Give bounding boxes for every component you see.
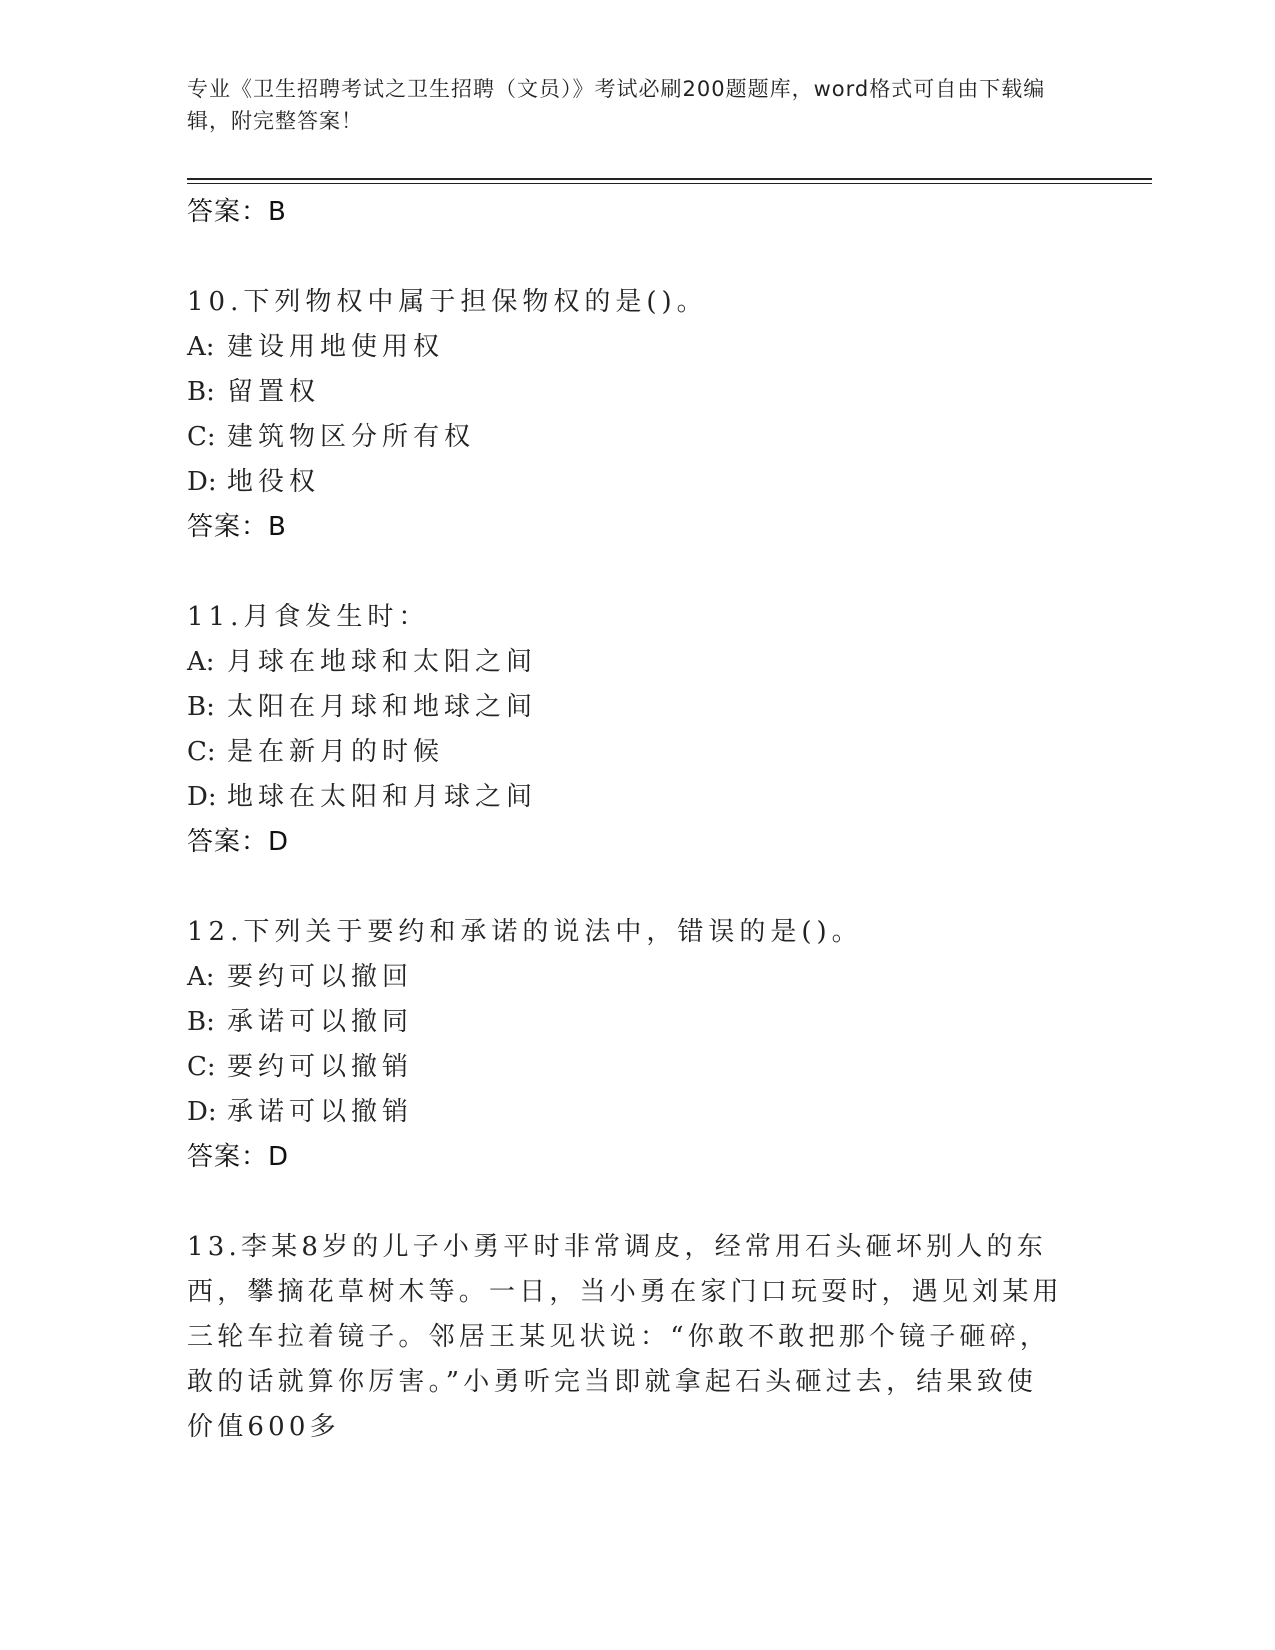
option-key: B: — [187, 1007, 215, 1037]
option-key: D: — [187, 1097, 217, 1127]
option-a — [187, 955, 1067, 1000]
question-title: 11.月食发生时： — [187, 602, 430, 632]
option-text: 太阳在月球和地球之间 — [227, 692, 538, 722]
question-title: 12.下列关于要约和承诺的说法中，错误的是()。 — [187, 917, 863, 947]
option-text: 要约可以撤回 — [227, 962, 414, 992]
option-c — [187, 415, 1067, 460]
option-b — [187, 370, 1067, 415]
question-title: 10.下列物权中属于担保物权的是()。 — [187, 287, 708, 317]
option-text: 月球在地球和太阳之间 — [227, 647, 538, 677]
header-divider-thin — [187, 183, 1152, 184]
document-header: 专业《卫生招聘考试之卫生招聘（文员）》考试必刷200题题库，word格式可自由下载编辑，附完整答案！ — [187, 77, 1046, 133]
option-key: B: — [187, 377, 215, 407]
option-key: B: — [187, 692, 215, 722]
option-key: D: — [187, 782, 217, 812]
option-text: 地球在太阳和月球之间 — [227, 782, 538, 812]
question-answer: 答案：D — [187, 827, 290, 857]
option-key: C: — [187, 422, 216, 452]
option-key: C: — [187, 1052, 216, 1082]
question-answer: 答案：D — [187, 1142, 290, 1172]
option-text: 承诺可以撤销 — [227, 1097, 414, 1127]
question-11 — [187, 595, 1067, 865]
option-key: D: — [187, 467, 217, 497]
option-key: A: — [187, 332, 215, 362]
option-d — [187, 460, 1067, 505]
option-c — [187, 1045, 1067, 1090]
question-12 — [187, 910, 1067, 1180]
option-a — [187, 640, 1067, 685]
option-text: 建筑物区分所有权 — [227, 422, 476, 452]
document-content — [187, 190, 1067, 1450]
question-10 — [187, 280, 1067, 550]
question-answer: 答案：B — [187, 512, 287, 542]
option-b — [187, 1000, 1067, 1045]
option-text: 要约可以撤销 — [227, 1052, 414, 1082]
option-text: 建设用地使用权 — [227, 332, 445, 362]
option-text: 是在新月的时候 — [227, 737, 445, 767]
option-c — [187, 730, 1067, 775]
option-b — [187, 685, 1067, 730]
option-key: C: — [187, 737, 216, 767]
question-13 — [187, 1225, 1067, 1450]
option-text: 留置权 — [227, 377, 321, 407]
previous-answer: 答案：B — [187, 197, 287, 227]
option-a — [187, 325, 1067, 370]
option-key: A: — [187, 647, 215, 677]
question-text: 13.李某8岁的儿子小勇平时非常调皮，经常用石头砸坏别人的东西，攀摘花草树木等。一日，当小勇在家门口玩耍时，遇见刘某用三轮车拉着镜子。邻居王某见状说：“你敢不敢把那个镜子砸碎，敢的话就算你厉害。”小勇听完当即就拿起石头砸过去，结果致使价值600多 — [187, 1232, 1063, 1442]
option-d — [187, 775, 1067, 820]
option-text: 地役权 — [227, 467, 321, 497]
header-divider-thick — [187, 178, 1152, 180]
option-key: A: — [187, 962, 215, 992]
option-d — [187, 1090, 1067, 1135]
option-text: 承诺可以撤同 — [227, 1007, 414, 1037]
